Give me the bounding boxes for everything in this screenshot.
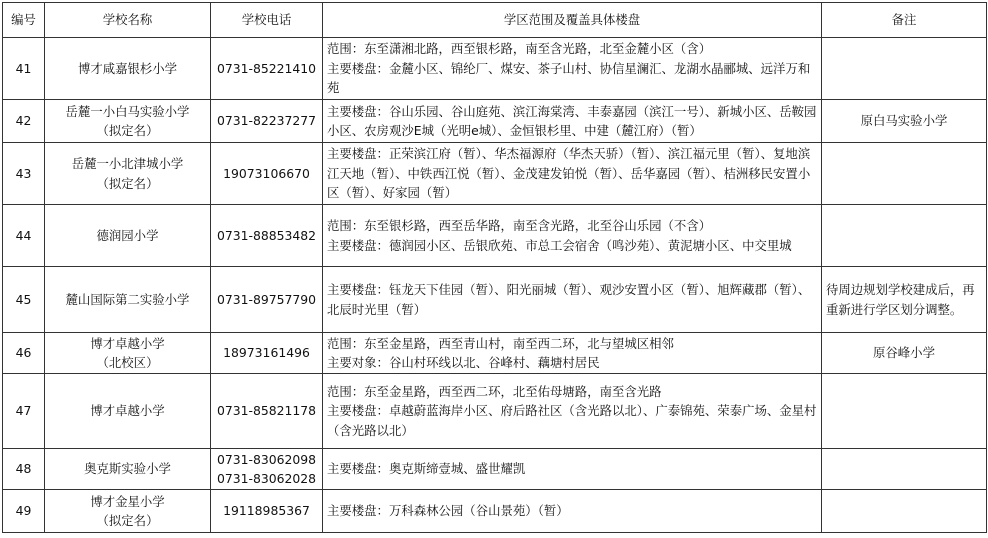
school-name-line: （拟定名） [96,175,159,191]
table-row [3,333,987,374]
district-range-cell [323,490,822,533]
school-name-line: 奥克斯实验小学 [84,461,171,477]
school-name-cell [45,143,211,205]
table-row [3,38,987,100]
school-name-cell [45,100,211,143]
district-range-text: 主要楼盘：卓越蔚蓝海岸小区、府后路社区（含光路以北）、广泰锦苑、荣泰广场、金星村（含光路以北） [327,403,817,438]
school-phone-cell [211,490,323,533]
district-range-cell [323,333,822,374]
note-cell [822,374,987,449]
school-phone: 0731-83062028 [216,471,317,486]
note-cell [822,38,987,100]
school-phone: 0731-85821178 [216,403,317,419]
header-note: 备注 [822,3,987,38]
school-name-line: 麓山国际第二实验小学 [65,291,190,307]
school-name-line: 德润园小学 [96,227,159,243]
header-district-range: 学区范围及覆盖具体楼盘 [323,3,822,38]
district-range-text: 范围：东至银杉路，西至岳华路，南至含光路，北至谷山乐园（不含） [327,218,712,233]
note-cell: 待周边规划学校建成后，再重新进行学区划分调整。 [822,267,987,333]
row-number: 48 [3,449,45,490]
school-name-line: （北校区） [96,355,159,370]
school-phone-cell [211,38,323,100]
table-row [3,490,987,533]
note-cell [822,143,987,205]
district-range-text: 范围：东至金星路，西至西二环，北至佑母塘路，南至含光路 [327,383,662,399]
row-number: 49 [3,490,45,533]
table-row [3,449,987,490]
school-name-line: 博才卓越小学 [90,403,165,419]
note-cell [822,449,987,490]
school-name-cell [45,449,211,490]
district-range-text: 主要楼盘：正荣滨江府（暂）、华杰福源府（华杰天骄）（暂）、滨江福元里（暂）、复地滨江天地（暂）、中铁西江悦（暂）、金茂建发铂悦（暂）、岳华嘉园（暂）、桔洲移民安置小区（暂）、好家园（暂） [327,146,811,201]
school-name-line: 岳麓一小白马实验小学 [65,103,190,119]
district-range-text: 主要楼盘：奥克斯缔壹城、盛世耀凯 [327,461,526,477]
row-number: 46 [3,333,45,374]
district-range-cell [323,100,822,143]
district-range-text: 主要楼盘：德润园小区、岳银欣苑、市总工会宿舍（鸣沙苑）、黄泥塘小区、中交里城 [327,237,792,253]
row-number: 45 [3,267,45,333]
table-row [3,100,987,143]
school-district-table [2,2,987,533]
school-name-cell [45,490,211,533]
school-phone: 0731-89757790 [216,291,317,307]
school-phone-cell [211,449,323,490]
school-phone: 19118985367 [223,503,310,519]
school-name-line: 博才咸嘉银杉小学 [77,60,178,76]
school-phone: 0731-88853482 [216,227,317,243]
school-name-line: （拟定名） [96,123,159,138]
school-phone: 0731-82237277 [216,113,317,129]
header-row [3,3,987,38]
school-name-cell [45,38,211,100]
school-phone: 0731-85221410 [216,60,317,76]
table-row [3,205,987,267]
note-cell [822,205,987,267]
school-phone-cell [211,205,323,267]
school-name-cell [45,267,211,333]
district-range-text: 主要楼盘：谷山乐园、谷山庭苑、滨江海棠湾、丰泰嘉园（滨江一号）、新城小区、岳鞍园小区、农房观沙E城（光明e城）、金恒银杉里、中建（麓江府）（暂） [327,103,817,138]
school-phone-cell [211,143,323,205]
district-range-cell [323,267,822,333]
school-name-line: 博才卓越小学 [90,335,165,351]
row-number: 47 [3,374,45,449]
school-name-line: 博才金星小学 [90,493,165,509]
school-phone: 0731-83062098 [216,451,317,467]
school-phone-cell [211,374,323,449]
row-number: 42 [3,100,45,143]
district-range-cell [323,449,822,490]
header-school-name: 学校名称 [45,3,211,38]
school-phone-cell [211,100,323,143]
table-row [3,143,987,205]
table-row [3,267,987,333]
district-range-cell [323,205,822,267]
district-range-text: 主要楼盘：万科森林公园（谷山景苑）（暂） [327,503,569,519]
school-phone-cell [211,267,323,333]
row-number: 41 [3,38,45,100]
district-range-cell [323,38,822,100]
note-cell: 原白马实验小学 [822,100,987,143]
district-range-text: 范围：东至金星路，西至青山村，南至西二环，北与望城区相邻 [327,335,674,351]
school-name-line: 岳麓一小北津城小学 [71,156,184,171]
district-range-text: 主要楼盘：钰龙天下佳园（暂）、阳光丽城（暂）、观沙安置小区（暂）、旭辉藏郡（暂）、北辰时光里（暂） [327,282,811,317]
school-phone: 18973161496 [223,345,310,361]
header-school-phone: 学校电话 [211,3,323,38]
school-phone-cell [211,333,323,374]
school-name-cell [45,205,211,267]
district-range-text: 范围：东至潇湘北路，西至银杉路，南至含光路，北至金麓小区（含） [327,41,712,57]
school-name-line: （拟定名） [96,513,159,528]
note-cell [822,490,987,533]
row-number: 44 [3,205,45,267]
district-range-cell [323,143,822,205]
header-num: 编号 [3,3,45,38]
district-range-text: 主要楼盘：金麓小区、锦纶厂、煤安、茶子山村、协信星澜汇、龙湖水晶郦城、远洋万和苑 [327,60,811,96]
district-range-cell [323,374,822,449]
note-cell: 原谷峰小学 [822,333,987,374]
school-phone: 19073106670 [223,165,310,181]
district-range-text: 主要对象：谷山村环线以北、谷峰村、藕塘村居民 [327,355,600,370]
row-number: 43 [3,143,45,205]
table-row [3,374,987,449]
school-name-cell [45,374,211,449]
school-name-cell [45,333,211,374]
